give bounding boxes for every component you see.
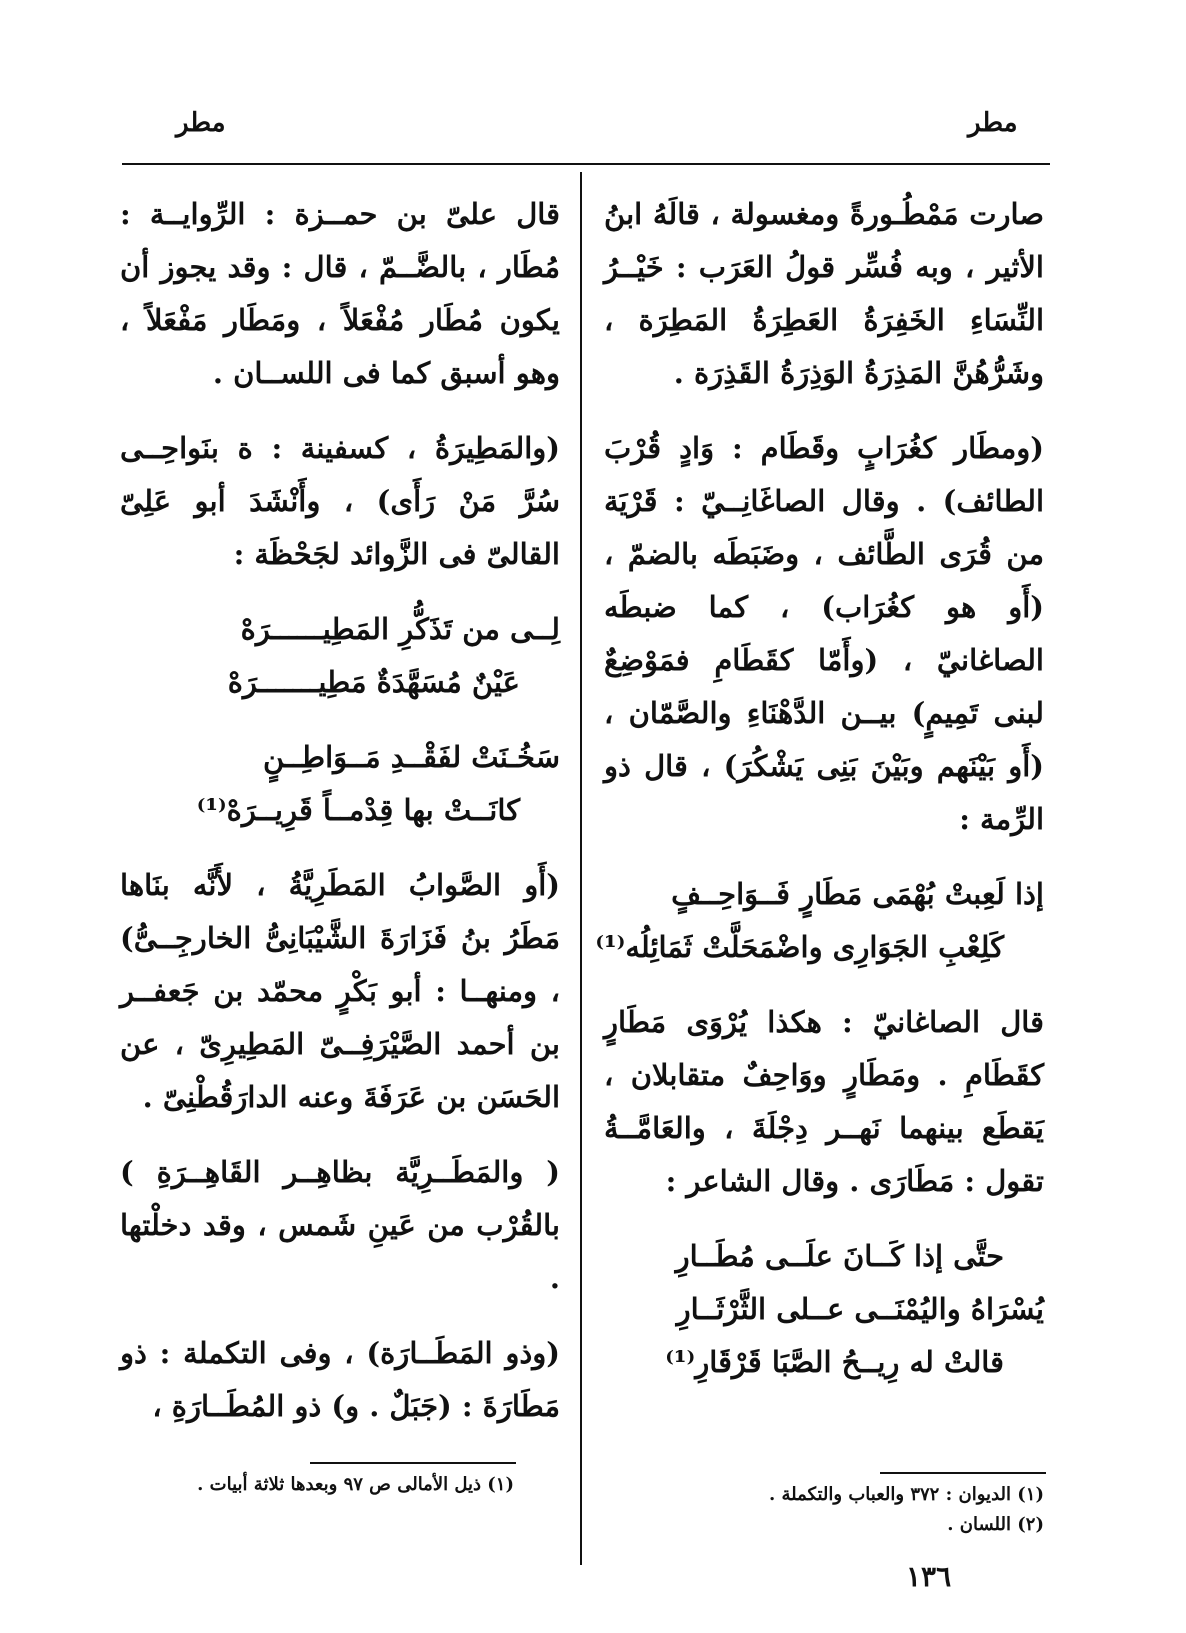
footnote: (١) الديوان : ٣٧٢ والعباب والتكملة . bbox=[768, 1484, 1044, 1505]
left-verse-2 bbox=[120, 731, 560, 837]
left-paragraph-2: (والمَطِيرَةُ ، كسفينة : ة بنَواحِــى سُرَّ مَنْ رَأَى) ، وأَنْشَدَ أبو عَلِىّ القالىّ فى الزَّوائد لجَحْظَة : bbox=[120, 431, 560, 571]
verse-line: سَخُـنَتْ لفَقْــدِ مَــوَاطِــنٍ bbox=[262, 740, 560, 774]
column-divider bbox=[580, 172, 582, 1565]
verse-line: كَلِعْبِ الجَوَارِى واضْمَحَلَّتْ ثَمَائِلُه⁽¹⁾ bbox=[595, 930, 1004, 964]
right-paragraph-2: (ومطَار كغُرَابٍ وقَطَام : وَادٍ قُرْبَ الطائف) . وقال الصاغَانِــيّ : قَرْيَة من قُرَى الطَّائف ، وضَبَطَه بالضمّ ، (أَو هو كغُرَاب) ، كما ضبطَه الصاغانيّ ، (وأَمّا كقَطَامِ فمَوْضِعٌ لبنى تَمِيمٍ) بيــن الدَّهْنَاءِ والصَّمّان ، (أَو بَيْنَهم وبَيْنَ بَنِى يَشْكُرَ) ، قال ذو الرِّمة : bbox=[604, 431, 1044, 836]
verse-line: يُسْرَاهُ واليُمْنَــى عــلى الثَّرْثَــارِ bbox=[676, 1292, 1044, 1326]
running-header-right: مطر bbox=[968, 108, 1018, 138]
left-column bbox=[120, 188, 560, 1455]
left-verse-1 bbox=[120, 603, 560, 709]
footnote-rule-right bbox=[880, 1472, 1046, 1474]
right-paragraph-1: صارت مَمْطُـورةً ومغسولة ، قالَهُ ابنُ الأثير ، وبه فُسِّر قولُ العَرَب : خَيْــرُ النِّسَاءِ الخَفِرَةُ العَطِرَةُ المَطِرَة ، وشَرُّهُنَّ المَذِرَةُ الوَذِرَةُ القَذِرَة . bbox=[604, 197, 1044, 390]
footnote: (٢) اللسان . bbox=[947, 1514, 1044, 1535]
left-paragraph-1: قال علىّ بن حمــزة : الرِّوايــة : مُطَار ، بالضَّــمّ ، قال : وقد يجوز أن يكون مُطَار مُفْعَلاً ، ومَطَار مَفْعَلاً ، وهو أسبق كما فى اللســان . bbox=[120, 197, 560, 390]
right-verse-2 bbox=[604, 1230, 1044, 1389]
footnote-rule-left bbox=[310, 1462, 516, 1464]
footnotes-right bbox=[700, 1480, 1044, 1540]
verse-line: عَيْنٌ مُسَهَّدَةٌ مَطِيـــــــرَهْ bbox=[227, 665, 520, 699]
right-verse-1 bbox=[595, 868, 1044, 974]
footnotes-left bbox=[120, 1470, 514, 1500]
left-paragraph-3: (أَو الصَّوابُ المَطَرِيَّةُ ، لأَنَّه بنَاها مَطَرُ بنُ فَزَارَةَ الشَّيْبَانِىُّ الخارجِــىُّ) ، ومنهــا : أبو بَكْرٍ محمّد بن جَعفــر بن أحمد الصَّيْرَفِــىّ المَطِيرِىّ ، عن الحَسَن بن عَرَفَةَ وعنه الدارَقُطْنِىّ . bbox=[120, 868, 560, 1114]
verse-line: لِــى من تَذَكُّرِ المَطِيــــــرَهْ bbox=[240, 612, 560, 646]
verse-line: إذا لَعِبتْ بُهْمَى مَطَارٍ فَــوَاحِــفٍ bbox=[671, 877, 1044, 911]
header-rule bbox=[122, 163, 1050, 165]
right-column bbox=[595, 188, 1044, 1411]
verse-line: كانَــتْ بها قِدْمــاً قَرِيــرَهْ⁽¹⁾ bbox=[196, 793, 520, 827]
footnote: (١) ذيل الأمالى ص ٩٧ وبعدها ثلاثة أبيات . bbox=[197, 1474, 514, 1495]
left-paragraph-5: (وذو المَطَــارَة) ، وفى التكملة : ذو مَطَارَةَ : (جَبَلٌ . و) ذو المُطَــارَةِ ، bbox=[120, 1336, 560, 1423]
right-paragraph-3: قال الصاغانيّ : هكذا يُرْوَى مَطَارٍ كقَطَامِ . ومَطَارٍ ووَاحِفٌ متقابلان ، يَقطَع بينهما نَهــر دِجْلَةَ ، والعَامَّــةُ تقول : مَطَارَى . وقال الشاعر : bbox=[604, 1005, 1044, 1198]
page-number: ١٣٦ bbox=[906, 1560, 952, 1593]
verse-line: حتَّى إذا كَــانَ علَــى مُطَــارِ bbox=[675, 1239, 1004, 1273]
verse-line: قالتْ له رِيــحُ الصَّبَا قَرْقَارِ⁽¹⁾ bbox=[665, 1345, 1004, 1379]
left-paragraph-4: ( والمَطَــرِيَّة بظاهِــر القَاهِــرَةِ ) بالقُرْب من عَينِ شَمس ، وقد دخلْتها . bbox=[120, 1155, 560, 1295]
running-header-left: مطر bbox=[176, 108, 226, 138]
